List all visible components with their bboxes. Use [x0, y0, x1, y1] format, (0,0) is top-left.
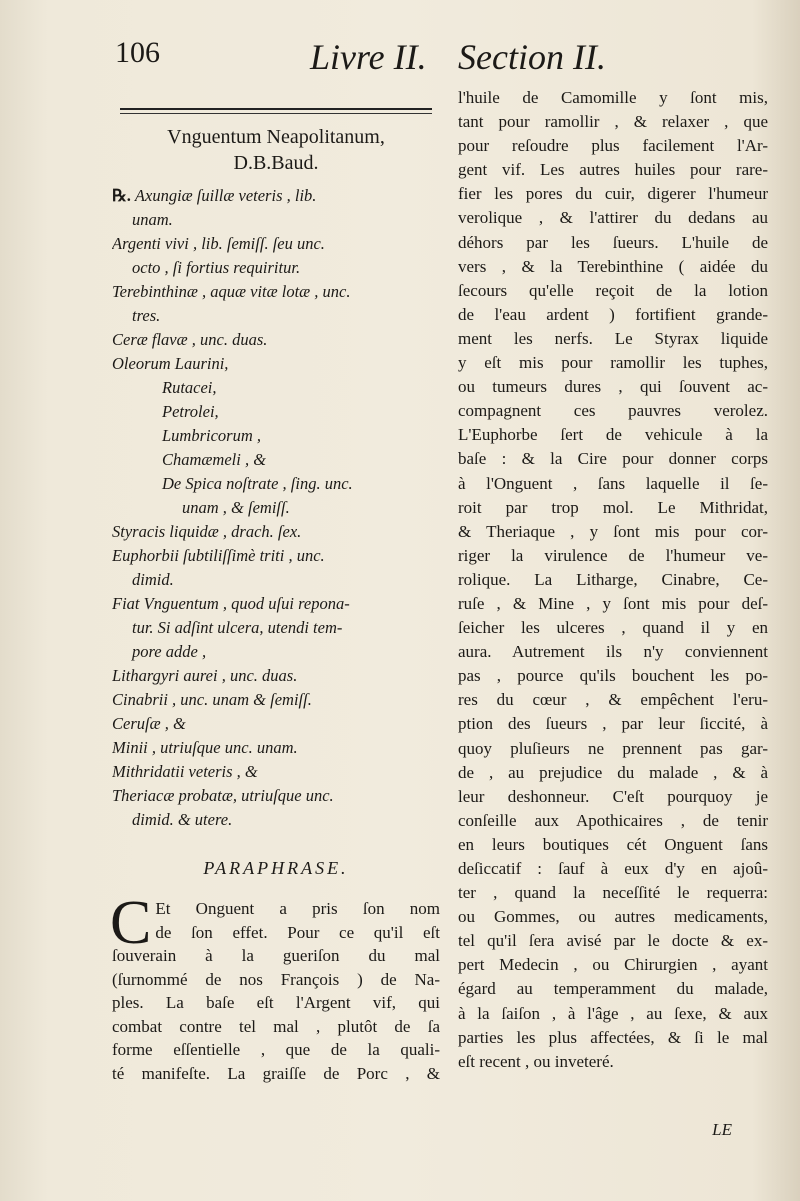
- text-line: ment les nerfs. Le Styrax liquide: [458, 328, 768, 348]
- recipe-line: Lumbricorum ,: [162, 426, 262, 445]
- recipe-symbol: ℞.: [112, 186, 131, 205]
- catchword: LE: [712, 1120, 732, 1139]
- header-livre: Livre II.: [310, 37, 427, 77]
- text-line: pour reſoudre plus facilement l'Ar-: [458, 136, 768, 156]
- recipe-line: Ceruſæ , &: [112, 714, 186, 733]
- text-line: L'Euphorbe ſert de vehicule à la: [458, 425, 768, 445]
- text-line: ſouverain à la gueriſon du mal: [112, 946, 440, 965]
- left-column: [112, 92, 440, 1085]
- text-line: leur deshonneur. C'eſt pourquoy je: [458, 786, 768, 806]
- text-line: à l'Onguent , ſans laquelle il ſe-: [458, 473, 768, 493]
- text-line: ſeicher les ulceres , quand il y en: [458, 618, 768, 638]
- title-rule-thin: [120, 113, 432, 114]
- text-line: verolique , & l'attirer du dedans au: [458, 208, 768, 228]
- recipe-line: tres.: [132, 306, 161, 325]
- text-line: vers , & la Terebinthine ( aidée du: [458, 256, 768, 276]
- text-line: ter , quand la neceſſité le requerra:: [458, 883, 768, 903]
- text-line: de ſon effet. Pour ce qu'il eſt: [155, 922, 440, 942]
- recipe-line: Lithargyri aurei , unc. duas.: [112, 666, 298, 685]
- recipe-line: unam , & ſemiſſ.: [182, 498, 290, 517]
- text-line: pert Medecin , ou Chirurgien , ayant: [458, 955, 768, 975]
- text-line: combat contre tel mal , plutôt de ſa: [112, 1016, 440, 1036]
- text-line: ou Gommes, ou autres medicaments,: [458, 907, 768, 927]
- text-line: té manifeſte. La graiſſe de Porc , &: [112, 1063, 440, 1083]
- running-header: [115, 36, 670, 86]
- text-line: ou tumeurs dures , qui ſouvent ac-: [458, 377, 768, 397]
- recipe-line: Terebinthinæ , aquæ vitæ lotæ , unc.: [112, 282, 351, 301]
- text-line: res du cœur , & empêchent l'eru-: [458, 690, 768, 710]
- text-line: Et Onguent a pris ſon nom: [155, 899, 440, 918]
- text-line: ption des ſueurs , par leur ſiccité, à: [458, 714, 768, 734]
- drop-cap: C: [110, 889, 152, 957]
- text-line: pas , pource qu'ils bouchent les po-: [458, 666, 768, 686]
- text-line: parties les plus affectées, & ſi le mal: [458, 1027, 768, 1047]
- recipe-title-line2: D.B.Baud.: [233, 152, 319, 174]
- text-line: conſeille aux Apothicaires , de tenir: [458, 810, 768, 830]
- text-line: quoy pluſieurs ne prennent pas gar-: [458, 738, 768, 758]
- text-line: de , au prejudice du malade , & à: [458, 762, 768, 782]
- text-line: ruſe , & Mine , y ſont mis pour deſ-: [458, 593, 768, 613]
- recipe-line: octo , ſi fortius requiritur.: [132, 258, 301, 277]
- text-line: de l'eau ardent ) fortifient grande-: [458, 304, 768, 324]
- recipe-line: Fiat Vnguentum , quod uſui repona-: [112, 594, 350, 613]
- text-line: ples. La baſe eſt l'Argent vif, qui: [112, 993, 440, 1012]
- recipe-line: dimid.: [132, 570, 174, 589]
- text-line: eſt recent , ou inveteré.: [458, 1051, 614, 1071]
- recipe-line: Cinabrii , unc. unam & ſemiſſ.: [112, 690, 312, 709]
- recipe-line: Chamæmeli , &: [162, 450, 267, 469]
- recipe-line: dimid. & utere.: [132, 810, 233, 829]
- text-line: forme eſſentielle , que de la quali-: [112, 1040, 440, 1059]
- text-line: (ſurnommé de nos François ) de Na-: [112, 969, 440, 989]
- text-line: baſe : & la Cire pour donner corps: [458, 449, 768, 469]
- recipe-line: Ceræ flavæ , unc. duas.: [112, 330, 268, 349]
- text-line: à la ſaiſon , à l'âge , au ſexe, & aux: [458, 1003, 768, 1023]
- recipe-line: Minii , utriuſque unc. unam.: [112, 738, 298, 757]
- text-line: en leurs boutiques cét Onguent ſans: [458, 834, 768, 854]
- recipe-line: pore adde ,: [132, 642, 207, 661]
- right-column: [458, 86, 768, 1074]
- title-rule: [120, 108, 432, 110]
- recipe-line: Theriacæ probatæ, utriuſque unc.: [112, 786, 334, 805]
- recipe-line: De Spica noſtrate , ſing. unc.: [162, 474, 353, 493]
- text-line: roit par trop mol. Le Mithridat,: [458, 497, 768, 517]
- recipe-line: Mithridatii veteris , &: [112, 762, 258, 781]
- recipe-line: unam.: [132, 210, 173, 229]
- text-line: rolique. La Litharge, Cinabre, Ce-: [458, 569, 768, 589]
- text-line: compagnent ces pauvres verolez.: [458, 401, 768, 421]
- text-line: égard au temperamment du malade,: [458, 979, 768, 999]
- text-line: y eſt mis pour ramollir les tuphes,: [458, 353, 768, 373]
- recipe-line: Axungiæ ſuillæ veteris , lib.: [134, 186, 317, 205]
- paraphrase-text: [110, 889, 440, 1085]
- recipe: [112, 184, 440, 832]
- text-line: & Theriaque , y ſont mis pour cor-: [458, 521, 768, 541]
- text-line: aura. Autrement ils n'y conviennent: [458, 642, 768, 662]
- text-line: déhors par les ſueurs. L'huile de: [458, 232, 768, 252]
- text-line: riger la virulence de l'humeur ve-: [458, 545, 768, 565]
- recipe-line: tur. Si adſint ulcera, utendi tem-: [132, 618, 343, 637]
- page-number: 106: [115, 36, 160, 69]
- recipe-line: Euphorbii ſubtiliſſimè triti , unc.: [112, 546, 325, 565]
- recipe-line: Petrolei,: [162, 402, 219, 421]
- text-line: deſiccatif : ſauf à eux d'y en ajoû-: [458, 859, 768, 878]
- recipe-line: Styracis liquidæ , drach. ſex.: [112, 522, 302, 541]
- text-line: ſecours qu'elle reçoit de la lotion: [458, 280, 768, 300]
- text-line: l'huile de Camomille y ſont mis,: [458, 88, 768, 107]
- recipe-line: Argenti vivi , lib. ſemiſſ. ſeu unc.: [112, 234, 325, 253]
- recipe-line: Rutacei,: [162, 378, 217, 397]
- text-line: gent vif. Les autres huiles pour rare-: [458, 160, 768, 180]
- recipe-title: [112, 124, 440, 176]
- text-line: fier les pores du cuir, digerer l'humeur: [458, 184, 768, 204]
- recipe-line: Oleorum Laurini,: [112, 354, 229, 373]
- header-section: Section II.: [458, 37, 606, 77]
- paraphrase-heading: PARAPHRASE.: [203, 858, 349, 878]
- text-line: tel qu'il ſera avisé par le docte & ex-: [458, 931, 768, 951]
- recipe-title-line1: Vnguentum Neapolitanum,: [167, 126, 385, 148]
- text-line: tant pour ramollir , & relaxer , que: [458, 112, 768, 132]
